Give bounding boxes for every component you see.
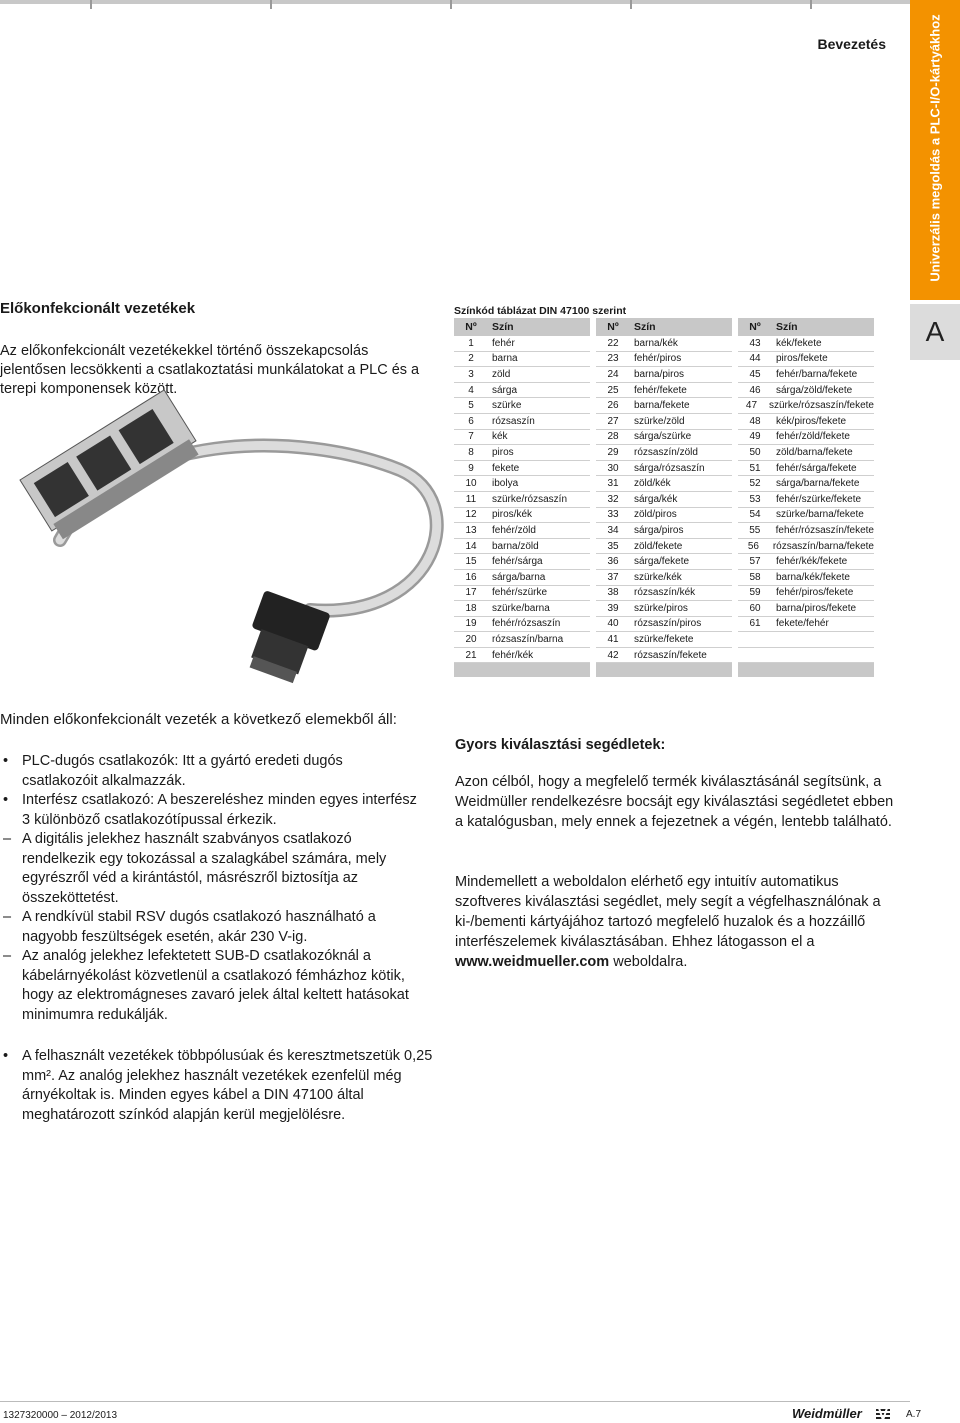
wire-number: 3	[468, 368, 474, 380]
wire-number: 27	[607, 415, 619, 427]
table-row	[738, 632, 874, 648]
wire-number: 17	[465, 587, 477, 599]
wire-color: fehér/kék	[492, 649, 534, 661]
table-row	[454, 570, 590, 586]
brand-logo: Weidmüller	[792, 1406, 862, 1421]
list-item-text: A digitális jelekhez használt szabványos csatlakozó rendelkezik egy tokozással a szalagkábel számára, mely egyrészről véd a kirántástól, másrészről biztosítja az összeköttetést.	[22, 831, 387, 906]
wire-number: 5	[468, 400, 474, 412]
wire-number: 2	[468, 353, 474, 365]
wire-color: fehér/szürke	[492, 587, 548, 599]
list-item-text: PLC-dugós csatlakozók: Itt a gyártó eredeti dugós csatlakozóit alkalmazzák.	[22, 753, 343, 789]
table-row	[738, 570, 874, 586]
table-row	[596, 601, 732, 617]
table-row	[738, 539, 874, 555]
table-row	[454, 648, 590, 664]
wire-color: fekete/fehér	[776, 618, 829, 630]
table-row	[596, 539, 732, 555]
table-row	[454, 414, 590, 430]
footer-rule	[0, 1401, 910, 1402]
wire-number: 57	[749, 556, 761, 568]
list-item	[0, 791, 420, 830]
wire-color: fehér/zöld	[492, 524, 536, 536]
table-row	[454, 539, 590, 555]
header-tick	[630, 0, 632, 9]
table-row	[454, 632, 590, 648]
header-color: Szín	[634, 321, 656, 333]
table-row	[738, 476, 874, 492]
wire-color: sárga/rózsaszín	[634, 462, 705, 474]
wire-color: szürke/fekete	[634, 634, 694, 646]
wire-color: ibolya	[492, 478, 519, 490]
table-row	[738, 445, 874, 461]
quick-guide-paragraph: Azon célból, hogy a megfelelő termék kiválasztásánál segítsünk, a Weidmüller rendelkezésre bocsájt egy kiválasztási segédletet ebben a katalógusban, mely ennek a fejezetnek a végén, lentebb található.	[455, 774, 894, 830]
table-row	[596, 445, 732, 461]
wire-color: fehér	[492, 337, 515, 349]
table-row	[738, 414, 874, 430]
wire-color: szürke/piros	[634, 602, 688, 614]
color-table-column	[738, 318, 874, 677]
wire-color: fehér/piros/fekete	[776, 587, 854, 599]
wire-color: barna/piros	[634, 368, 685, 380]
bullet-mark: •	[3, 753, 9, 769]
wire-color: zöld/barna/fekete	[776, 446, 853, 458]
wire-number: 15	[465, 556, 477, 568]
wire-color: sárga/szürke	[634, 431, 692, 443]
wire-number: 25	[607, 384, 619, 396]
wire-number: 47	[745, 400, 758, 412]
wire-color: barna/fekete	[634, 400, 690, 412]
wire-number: 9	[468, 462, 474, 474]
wire-number: 33	[607, 509, 619, 521]
header-number: Nº	[465, 321, 477, 333]
wire-number: 42	[607, 649, 619, 661]
table-row	[738, 523, 874, 539]
wire-color: zöld/fekete	[634, 540, 683, 552]
table-row	[454, 508, 590, 524]
wire-number: 61	[749, 618, 761, 630]
page-header-title: Bevezetés	[817, 36, 886, 52]
wire-number: 28	[607, 431, 619, 443]
list-item	[0, 1047, 440, 1125]
header-tick	[450, 0, 452, 9]
section-title: Előkonfekcionált vezetékek	[0, 300, 196, 317]
wire-number: 35	[607, 540, 619, 552]
wire-color: szürke/barna/fekete	[776, 509, 864, 521]
table-row	[454, 367, 590, 383]
table-row	[596, 492, 732, 508]
table-row	[596, 398, 732, 414]
quick-guide-paragraph-web	[455, 872, 895, 972]
wire-color: fehér/sárga/fekete	[776, 462, 857, 474]
wire-number: 23	[607, 353, 619, 365]
wire-color: barna/piros/fekete	[776, 602, 857, 614]
wire-color: piros/fekete	[776, 353, 828, 365]
wire-number: 48	[749, 415, 761, 427]
side-tab-text: Univerzális megoldás a PLC-I/O-kártyákhoz	[927, 14, 943, 282]
wire-color: piros/kék	[492, 509, 533, 521]
wire-color: fehér/rózsaszín	[492, 618, 561, 630]
quick-guide-title: Gyors kiválasztási segédletek:	[455, 737, 666, 753]
wire-number: 22	[607, 337, 619, 349]
quick-guide-text-end: weboldalra.	[609, 954, 688, 970]
wire-number: 40	[607, 618, 619, 630]
table-row	[738, 461, 874, 477]
color-table-header	[454, 318, 590, 336]
table-row	[738, 336, 874, 352]
table-row	[738, 617, 874, 633]
wire-number: 18	[465, 602, 477, 614]
wire-number: 29	[607, 446, 619, 458]
header-color: Szín	[776, 321, 798, 333]
wire-color: szürke/kék	[634, 571, 682, 583]
cable-product-image	[0, 390, 450, 690]
bullet-mark: •	[3, 1048, 9, 1064]
table-row	[596, 476, 732, 492]
table-row	[454, 476, 590, 492]
color-table-column	[454, 318, 590, 677]
table-row	[596, 648, 732, 664]
wire-color: zöld/piros	[634, 509, 677, 521]
table-row	[738, 508, 874, 524]
wire-color: zöld	[492, 368, 511, 380]
wire-color: szürke	[492, 400, 522, 412]
wire-number: 39	[607, 602, 619, 614]
wire-number: 7	[468, 431, 474, 443]
wire-color: szürke/zöld	[634, 415, 685, 427]
color-table-footer	[596, 663, 732, 677]
wire-number: 26	[607, 400, 619, 412]
table-row	[454, 398, 590, 414]
wire-color: fehér/sárga	[492, 556, 543, 568]
wire-color: kék/piros/fekete	[776, 415, 847, 427]
table-row	[738, 492, 874, 508]
table-row	[738, 554, 874, 570]
table-row	[738, 352, 874, 368]
list-item-text: A felhasznált vezetékek többpólusúak és keresztmetszetük 0,25 mm². Az analóg jelekhez használt vezetékek ezenfelül még árnyékoltak is. Minden egyes kábel a DIN 47100 által meghatározott színkód alapján kerül megjelölésre.	[22, 1048, 433, 1123]
wire-number: 4	[468, 384, 474, 396]
wire-color: fehér/zöld/fekete	[776, 431, 850, 443]
wire-number: 45	[749, 368, 761, 380]
color-table-column	[596, 318, 732, 677]
wire-number: 11	[465, 493, 477, 505]
wire-number: 8	[468, 446, 474, 458]
bullet-mark: –	[3, 831, 12, 847]
table-row	[596, 632, 732, 648]
table-row	[596, 508, 732, 524]
table-row	[454, 383, 590, 399]
table-row	[738, 586, 874, 602]
header-tick	[810, 0, 812, 9]
wire-color: sárga/zöld/fekete	[776, 384, 853, 396]
list-item-text: A rendkívül stabil RSV dugós csatlakozó használható a nagyobb feszültségek esetén, akár 230 V-ig.	[22, 909, 376, 945]
table-row	[596, 336, 732, 352]
wire-color: fehér/fekete	[634, 384, 687, 396]
list-item	[0, 908, 420, 947]
list-item	[0, 947, 420, 1025]
table-row	[454, 617, 590, 633]
wire-number: 24	[607, 368, 619, 380]
table-row	[454, 554, 590, 570]
table-row	[454, 445, 590, 461]
header-number: Nº	[607, 321, 619, 333]
wire-color: fehér/kék/fekete	[776, 556, 848, 568]
table-row	[596, 367, 732, 383]
wire-color: fehér/rózsaszín/fekete	[775, 524, 874, 536]
wire-number: 14	[465, 540, 477, 552]
wire-color: rózsaszín/piros	[634, 618, 702, 630]
wire-number: 59	[749, 587, 761, 599]
wire-number: 44	[749, 353, 761, 365]
side-tab	[910, 0, 960, 1423]
wire-number: 58	[749, 571, 761, 583]
wire-color: fehér/szürke/fekete	[776, 493, 862, 505]
table-row	[596, 461, 732, 477]
wire-number: 54	[749, 509, 761, 521]
wire-color: sárga/kék	[634, 493, 678, 505]
table-row	[596, 523, 732, 539]
color-table-header	[596, 318, 732, 336]
wire-color: rózsaszín/zöld	[634, 446, 698, 458]
wire-number: 36	[607, 556, 619, 568]
wire-number: 49	[749, 431, 761, 443]
wire-color: kék/fekete	[776, 337, 822, 349]
wire-color: sárga/barna	[492, 571, 546, 583]
wire-number: 41	[607, 634, 619, 646]
wire-color: barna	[492, 353, 518, 365]
table-row	[454, 336, 590, 352]
table-row	[738, 383, 874, 399]
wire-color: szürke/barna	[492, 602, 550, 614]
table-row	[596, 554, 732, 570]
wire-number: 46	[749, 384, 761, 396]
side-tab-band	[910, 0, 960, 300]
table-row	[596, 617, 732, 633]
table-row	[738, 601, 874, 617]
header-color: Szín	[492, 321, 514, 333]
table-row	[454, 492, 590, 508]
page-number: A.7	[906, 1409, 922, 1420]
composition-list	[0, 752, 420, 1025]
wire-color: sárga	[492, 384, 518, 396]
wire-color: zöld/kék	[634, 478, 671, 490]
wire-color: rózsaszín/barna/fekete	[772, 540, 874, 552]
list-item	[0, 752, 420, 791]
color-table-footer	[454, 663, 590, 677]
catalog-code: 1327320000 – 2012/2013	[3, 1410, 118, 1421]
header-tick	[270, 0, 272, 9]
table-row	[454, 352, 590, 368]
wire-number: 37	[607, 571, 619, 583]
header-rule	[0, 0, 910, 4]
wire-number: 30	[607, 462, 619, 474]
wire-color: fehér/piros	[634, 353, 682, 365]
list-item	[0, 830, 420, 908]
wire-color: barna/zöld	[492, 540, 539, 552]
table-row	[738, 648, 874, 664]
wire-number: 21	[465, 649, 477, 661]
wire-color: barna/kék	[634, 337, 678, 349]
table-row	[738, 367, 874, 383]
table-row	[454, 523, 590, 539]
wire-color: sárga/barna/fekete	[776, 478, 860, 490]
wire-number: 6	[468, 415, 474, 427]
wire-number: 13	[465, 524, 477, 536]
bullet-mark: •	[3, 792, 9, 808]
table-row	[454, 461, 590, 477]
table-row	[738, 430, 874, 446]
table-row	[454, 586, 590, 602]
color-table-caption: Színkód táblázat DIN 47100 szerint	[454, 305, 627, 317]
table-row	[454, 601, 590, 617]
bullet-mark: –	[3, 948, 12, 964]
table-row	[596, 586, 732, 602]
wire-number: 16	[465, 571, 477, 583]
wire-color: szürke/rózsaszín	[492, 493, 568, 505]
wire-color: rózsaszín/barna	[492, 634, 564, 646]
table-row	[596, 430, 732, 446]
brand-mark-icon	[876, 1408, 890, 1420]
wire-color: rózsaszín/fekete	[634, 649, 707, 661]
wire-color: fehér/barna/fekete	[776, 368, 858, 380]
wire-number: 51	[749, 462, 761, 474]
wire-color: szürke/rózsaszín/fekete	[768, 400, 874, 412]
wire-number: 56	[747, 540, 759, 552]
wire-number: 34	[607, 524, 619, 536]
bullet-mark: –	[3, 909, 12, 925]
table-row	[596, 414, 732, 430]
website-link[interactable]: www.weidmueller.com	[455, 954, 610, 970]
composition-list-2	[0, 1047, 440, 1125]
color-table-header	[738, 318, 874, 336]
wire-color: piros	[492, 446, 514, 458]
wire-number: 53	[749, 493, 761, 505]
wire-number: 10	[465, 478, 477, 490]
list-item-text: Interfész csatlakozó: A beszereléshez minden egyes interfész 3 különböző csatlakozótípussal érkezik.	[22, 792, 417, 828]
wire-number: 32	[607, 493, 619, 505]
wire-number: 20	[465, 634, 477, 646]
table-row	[596, 570, 732, 586]
header-number: Nº	[749, 321, 761, 333]
composition-heading: Minden előkonfekcionált vezeték a következő elemekből áll:	[0, 711, 397, 728]
wire-color: sárga/fekete	[634, 556, 690, 568]
table-row	[454, 430, 590, 446]
wire-color: rózsaszín/kék	[634, 587, 696, 599]
wire-color: barna/kék/fekete	[776, 571, 850, 583]
table-row	[596, 383, 732, 399]
table-row	[738, 398, 874, 414]
wire-number: 50	[749, 446, 761, 458]
quick-guide-text: Mindemellett a weboldalon elérhető egy intuitív automatikus szoftveres kiválasztási segédlet, mely segít a végfelhasználónak a ki-/bementi kártyájához tartozó megfelelő huzalok és a hozzáillő interfészelemek kiválasztásában. Ehhez látogasson el a	[455, 874, 881, 950]
wire-number: 60	[749, 602, 761, 614]
table-row	[596, 352, 732, 368]
wire-color: rózsaszín	[492, 415, 535, 427]
wire-color: sárga/piros	[634, 524, 684, 536]
wire-number: 38	[607, 587, 619, 599]
wire-number: 31	[607, 478, 619, 490]
side-tab-letter: A	[910, 304, 960, 360]
wire-number: 43	[749, 337, 761, 349]
wire-color: fekete	[492, 462, 520, 474]
header-tick	[90, 0, 92, 9]
wire-color: kék	[492, 431, 508, 443]
wire-number: 12	[465, 509, 477, 521]
wire-number: 52	[749, 478, 761, 490]
wire-number: 19	[465, 618, 477, 630]
wire-number: 55	[749, 524, 761, 536]
wire-number: 1	[468, 337, 474, 349]
list-item-text: Az analóg jelekhez lefektetett SUB-D csatlakozóknál a kábelárnyékolást közvetlenül a csatlakozó fémházhoz kötik, hogy az elektromágneses zavaró jelek által keltett hatásokat minimumra redukálják.	[22, 948, 409, 1023]
intro-paragraph: Az előkonfekcionált vezetékekkel történő összekapcsolás jelentősen lecsökkenti a csatlakoztatási munkálatokat a PLC és a terepi komponensek között.	[0, 343, 420, 397]
color-table-footer	[738, 663, 874, 677]
